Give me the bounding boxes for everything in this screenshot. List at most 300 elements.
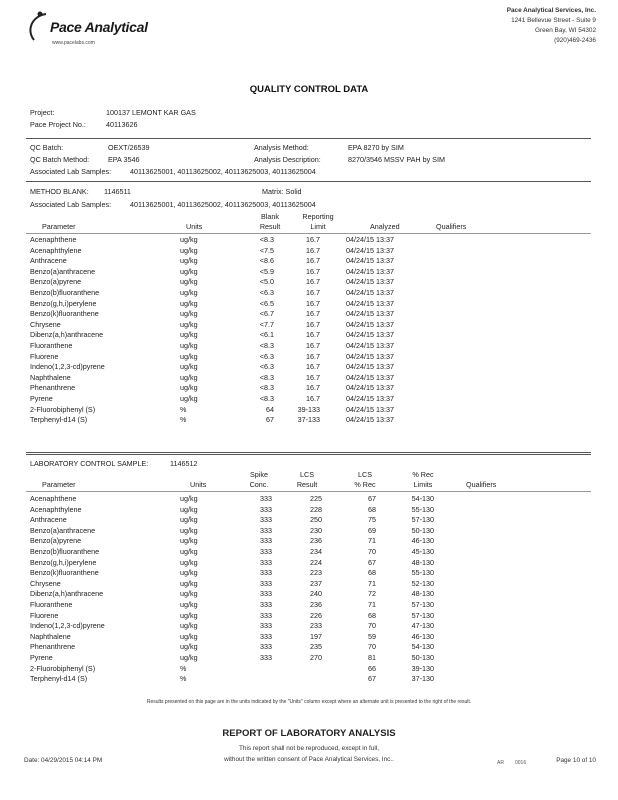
units-cell: ug/kg [180, 319, 198, 329]
blank-assoc-label: Associated Lab Samples: [30, 200, 112, 209]
qualifiers-cell [400, 299, 460, 310]
qualifiers-cell [400, 288, 460, 299]
analyzed-cell: 04/24/15 13:37 [346, 330, 394, 340]
spike-conc-cell: 333 [260, 642, 272, 652]
analysis-desc-label: Analysis Description: [254, 155, 321, 164]
blank-result-cell: <8.3 [259, 372, 274, 382]
col-units: Units [186, 222, 203, 231]
parameter-cell: Dibenz(a,h)anthracene [30, 330, 104, 340]
units-cell: ug/kg [180, 393, 198, 403]
divider [26, 452, 591, 453]
parameter-cell: Benzo(b)fluoranthene [30, 287, 100, 297]
rec-limits-cell: 50-130 [411, 652, 434, 662]
blank-result-cell: <8.3 [259, 235, 274, 244]
qc-batch-value: OEXT/26539 [108, 143, 150, 152]
rec-limits-cell: 45-130 [411, 546, 434, 556]
lcs-rec-cell: 59 [368, 631, 376, 641]
analyzed-cell: 04/24/15 13:37 [346, 287, 394, 297]
lcs-result-cell: 197 [310, 631, 322, 641]
spike-conc-cell: 333 [260, 599, 272, 609]
units-cell: ug/kg [180, 642, 198, 652]
qualifiers-cell [400, 394, 460, 405]
lcs-rec-cell: 67 [368, 674, 376, 684]
rec-limits-cell: 57-130 [411, 599, 434, 609]
analyzed-cell: 04/24/15 13:37 [346, 235, 394, 244]
lcs-result-cell: 230 [310, 525, 322, 535]
reproduce-notice-1: This report shall not be reproduced, except in full, [239, 745, 379, 752]
qualifiers-cell [400, 383, 460, 394]
rec-limits-cell: 57-130 [411, 515, 434, 525]
lcs-label: LABORATORY CONTROL SAMPLE: [30, 459, 149, 468]
qualifiers-cell [400, 309, 460, 320]
units-cell: ug/kg [180, 340, 198, 350]
parameter-cell: Acenaphthylene [30, 504, 82, 514]
parameter-cell: Naphthalene [30, 372, 71, 382]
analysis-method-value: EPA 8270 by SIM [348, 143, 404, 152]
table-row [30, 568, 494, 579]
col-blank-result: Blank Result [259, 212, 281, 231]
spike-conc-cell: 333 [260, 568, 272, 578]
lcs-rec-cell: 75 [368, 515, 376, 525]
lcs-result-cell [272, 674, 322, 685]
qualifiers-cell [434, 611, 494, 622]
units-cell: ug/kg [180, 372, 198, 382]
parameter-cell: Naphthalene [30, 631, 71, 641]
divider [26, 454, 591, 455]
lcs-result-cell: 226 [310, 610, 322, 620]
company-logo-text: Pace Analytical [50, 19, 148, 35]
spike-conc-cell: 333 [260, 589, 272, 599]
analyzed-cell: 04/24/15 13:37 [346, 256, 394, 266]
spike-conc-cell [228, 664, 272, 675]
parameter-cell: Benzo(a)anthracene [30, 266, 96, 276]
reporting-limit-cell: 16.7 [306, 287, 320, 297]
lcs-result-cell: 228 [310, 504, 322, 514]
lcs-result-cell: 225 [310, 494, 322, 503]
table-row [30, 267, 460, 278]
reporting-limit-cell: 16.7 [306, 330, 320, 340]
units-cell: ug/kg [180, 277, 198, 287]
analyzed-cell: 04/24/15 13:37 [346, 351, 394, 361]
parameter-cell: Phenanthrene [30, 642, 76, 652]
blank-result-cell: 64 [266, 404, 274, 414]
qualifiers-cell [434, 600, 494, 611]
table-row [30, 299, 460, 310]
parameter-cell: 2-Fluorobiphenyl (S) [30, 404, 96, 414]
lcs-rec-cell: 68 [368, 610, 376, 620]
table-row [30, 246, 460, 257]
parameter-cell: Pyrene [30, 393, 53, 403]
table-row [30, 288, 460, 299]
reproduce-notice-2: without the written consent of Pace Analytical Services, Inc.. [224, 756, 394, 763]
reporting-limit-cell: 16.7 [306, 235, 320, 244]
parameter-cell: Terphenyl-d14 (S) [30, 415, 88, 425]
parameter-cell: Anthracene [30, 256, 67, 266]
assoc-samples-label: Associated Lab Samples: [30, 167, 112, 176]
table-row [30, 320, 460, 331]
lcs-col-rec: LCS % Rec [354, 470, 376, 489]
table-row [30, 526, 494, 537]
reporting-limit-cell: 16.7 [306, 351, 320, 361]
lcs-result-cell: 235 [310, 642, 322, 652]
reporting-limit-cell: 16.7 [306, 393, 320, 403]
reporting-limit-cell: 16.7 [306, 319, 320, 329]
table-row [30, 674, 494, 685]
lcs-result-cell [272, 664, 322, 675]
rec-limits-cell: 55-130 [411, 568, 434, 578]
parameter-cell: Benzo(k)fluoranthene [30, 309, 99, 319]
analyzed-cell: 04/24/15 13:37 [346, 319, 394, 329]
lcs-table [30, 494, 494, 685]
lcs-rec-cell: 66 [368, 663, 376, 673]
units-cell: ug/kg [180, 362, 198, 372]
qualifiers-cell [434, 526, 494, 537]
table-row [30, 589, 494, 600]
qualifiers-cell [400, 320, 460, 331]
table-row [30, 642, 494, 653]
analyzed-cell: 04/24/15 13:37 [346, 266, 394, 276]
table-row [30, 515, 494, 526]
lcs-rec-cell: 70 [368, 642, 376, 652]
units-cell: % [180, 415, 187, 425]
table-row [30, 383, 460, 394]
rec-limits-cell: 39-130 [411, 663, 434, 673]
matrix-label: Matrix: Solid [262, 187, 302, 196]
spike-conc-cell: 333 [260, 546, 272, 556]
parameter-cell: Fluorene [30, 610, 59, 620]
col-analyzed: Analyzed [370, 222, 400, 231]
company-address: 1241 Bellevue Street - Suite 9 [511, 17, 596, 24]
units-cell: ug/kg [180, 235, 198, 244]
units-cell: % [180, 663, 187, 673]
analyzed-cell: 04/24/15 13:37 [346, 298, 394, 308]
lcs-col-qualifiers: Qualifiers [466, 480, 497, 489]
parameter-cell: Terphenyl-d14 (S) [30, 674, 88, 684]
units-cell: ug/kg [180, 298, 198, 308]
units-cell: ug/kg [180, 245, 198, 255]
units-cell: ug/kg [180, 610, 198, 620]
divider [26, 181, 591, 182]
divider [26, 138, 591, 139]
project-label: Project: [30, 108, 55, 117]
units-cell: % [180, 404, 187, 414]
qualifiers-cell [434, 505, 494, 516]
qualifiers-cell [434, 664, 494, 675]
rec-limits-cell: 37-130 [411, 674, 434, 684]
spike-conc-cell: 333 [260, 621, 272, 631]
blank-result-cell: <8.6 [259, 256, 274, 266]
lcs-rec-cell: 81 [368, 652, 376, 662]
qualifiers-cell [400, 362, 460, 373]
lcs-col-units: Units [190, 480, 207, 489]
units-cell: ug/kg [180, 383, 198, 393]
rec-limits-cell: 54-130 [411, 494, 434, 503]
qualifiers-cell [434, 558, 494, 569]
qc-batch-label: QC Batch: [30, 143, 64, 152]
col-qualifiers: Qualifiers [436, 222, 467, 231]
header-underline [26, 233, 591, 234]
lcs-rec-cell: 67 [368, 557, 376, 567]
pace-project-value: 40113626 [106, 120, 138, 129]
parameter-cell: Acenaphthene [30, 494, 77, 503]
reporting-limit-cell: 16.7 [306, 256, 320, 266]
spike-conc-cell: 333 [260, 578, 272, 588]
rec-limits-cell: 50-130 [411, 525, 434, 535]
table-row [30, 611, 494, 622]
parameter-cell: Pyrene [30, 652, 53, 662]
lcs-result-cell: 250 [310, 515, 322, 525]
spike-conc-cell: 333 [260, 504, 272, 514]
page-number: Page 10 of 10 [556, 757, 596, 764]
analyzed-cell: 04/24/15 13:37 [346, 393, 394, 403]
units-cell: ug/kg [180, 287, 198, 297]
analysis-desc-value: 8270/3546 MSSV PAH by SIM [348, 155, 445, 164]
header-underline [26, 491, 591, 492]
parameter-cell: Fluoranthene [30, 340, 73, 350]
reporting-limit-cell: 16.7 [306, 340, 320, 350]
lcs-result-cell: 233 [310, 621, 322, 631]
qualifiers-cell [434, 632, 494, 643]
lcs-rec-cell: 70 [368, 546, 376, 556]
table-row [30, 405, 460, 416]
rec-limits-cell: 46-130 [411, 536, 434, 546]
units-cell: ug/kg [180, 494, 198, 503]
spike-conc-cell: 333 [260, 525, 272, 535]
reporting-limit-cell: 16.7 [306, 277, 320, 287]
qualifiers-cell [400, 256, 460, 267]
method-blank-table [30, 235, 460, 426]
spike-conc-cell: 333 [260, 652, 272, 662]
blank-result-cell: <7.7 [259, 319, 274, 329]
rec-limits-cell: 52-130 [411, 578, 434, 588]
table-row [30, 256, 460, 267]
blank-result-cell: <8.3 [259, 340, 274, 350]
parameter-cell: Benzo(a)pyrene [30, 536, 82, 546]
reporting-limit-cell: 16.7 [306, 362, 320, 372]
table-row [30, 394, 460, 405]
lcs-col-parameter: Parameter [42, 480, 76, 489]
table-row [30, 547, 494, 558]
units-cell: ug/kg [180, 330, 198, 340]
table-row [30, 536, 494, 547]
analyzed-cell: 04/24/15 13:37 [346, 277, 394, 287]
units-cell: ug/kg [180, 525, 198, 535]
blank-result-cell: <8.3 [259, 383, 274, 393]
reporting-limit-cell: 16.7 [306, 372, 320, 382]
units-cell: % [180, 674, 187, 684]
lcs-result-cell: 236 [310, 536, 322, 546]
page-code: 0016 [515, 760, 527, 766]
analyzed-cell: 04/24/15 13:37 [346, 372, 394, 382]
units-cell: ug/kg [180, 536, 198, 546]
report-date: Date: 04/29/2015 04:14 PM [24, 757, 103, 764]
table-row [30, 664, 494, 675]
company-name: Pace Analytical Services, Inc. [506, 7, 596, 14]
lcs-result-cell: 270 [310, 652, 322, 662]
spike-conc-cell: 333 [260, 557, 272, 567]
table-row [30, 362, 460, 373]
qualifiers-cell [434, 515, 494, 526]
lcs-rec-cell: 68 [368, 504, 376, 514]
project-value: 100137 LEMONT KAR GAS [106, 108, 196, 117]
lcs-rec-cell: 68 [368, 568, 376, 578]
units-cell: ug/kg [180, 515, 198, 525]
rec-limits-cell: 55-130 [411, 504, 434, 514]
qualifiers-cell [434, 547, 494, 558]
qualifiers-cell [434, 642, 494, 653]
rec-limits-cell: 48-130 [411, 557, 434, 567]
blank-result-cell: <6.1 [259, 330, 274, 340]
report-title: REPORT OF LABORATORY ANALYSIS [222, 728, 396, 739]
rec-limits-cell: 54-130 [411, 642, 434, 652]
qualifiers-cell [400, 341, 460, 352]
company-website: www.pacelabs.com [52, 40, 95, 46]
table-row [30, 632, 494, 643]
lcs-rec-cell: 67 [368, 494, 376, 503]
lcs-rec-cell: 71 [368, 599, 376, 609]
blank-result-cell: <6.5 [259, 298, 274, 308]
qualifiers-cell [400, 405, 460, 416]
table-row [30, 341, 460, 352]
parameter-cell: Chrysene [30, 319, 61, 329]
units-cell: ug/kg [180, 631, 198, 641]
parameter-cell: Acenaphthene [30, 235, 77, 244]
qualifiers-cell [400, 330, 460, 341]
assoc-samples-value: 40113625001, 40113625002, 40113625003, 40113625004 [130, 167, 316, 176]
table-row [30, 235, 460, 246]
blank-result-cell: <6.3 [259, 287, 274, 297]
qualifiers-cell [434, 536, 494, 547]
parameter-cell: Benzo(a)anthracene [30, 525, 96, 535]
lcs-rec-cell: 69 [368, 525, 376, 535]
table-row [30, 277, 460, 288]
qualifiers-cell [400, 415, 460, 426]
parameter-cell: Anthracene [30, 515, 67, 525]
qc-method-value: EPA 3546 [108, 155, 140, 164]
lcs-rec-cell: 71 [368, 578, 376, 588]
units-cell: ug/kg [180, 546, 198, 556]
blank-result-cell: <7.5 [259, 245, 274, 255]
qualifiers-cell [400, 246, 460, 257]
lcs-col-result: LCS Result [296, 470, 318, 489]
lcs-result-cell: 234 [310, 546, 322, 556]
reporting-limit-cell: 16.7 [306, 309, 320, 319]
parameter-cell: Benzo(g,h,i)perylene [30, 298, 97, 308]
spike-conc-cell: 333 [260, 494, 272, 503]
parameter-cell: Benzo(a)pyrene [30, 277, 82, 287]
analyzed-cell: 04/24/15 13:37 [346, 245, 394, 255]
analysis-method-label: Analysis Method: [254, 143, 309, 152]
method-blank-label: METHOD BLANK: [30, 187, 89, 196]
units-cell: ug/kg [180, 256, 198, 266]
qualifiers-cell [434, 621, 494, 632]
qualifiers-cell [434, 674, 494, 685]
units-cell: ug/kg [180, 652, 198, 662]
analyzed-cell: 04/24/15 13:37 [346, 340, 394, 350]
lcs-result-cell: 240 [310, 589, 322, 599]
spike-conc-cell: 333 [260, 536, 272, 546]
blank-result-cell: <6.3 [259, 362, 274, 372]
reporting-limit-cell: 16.7 [306, 383, 320, 393]
qualifiers-cell [400, 235, 460, 246]
qualifiers-cell [434, 494, 494, 505]
lcs-result-cell: 223 [310, 568, 322, 578]
table-row [30, 373, 460, 384]
qualifiers-cell [434, 589, 494, 600]
lcs-result-cell: 224 [310, 557, 322, 567]
qualifiers-cell [434, 579, 494, 590]
reporting-limit-cell: 16.7 [306, 245, 320, 255]
method-blank-id: 1146511 [104, 187, 131, 196]
blank-result-cell: 67 [266, 415, 274, 425]
table-row [30, 558, 494, 569]
parameter-cell: 2-Fluorobiphenyl (S) [30, 663, 96, 673]
qualifiers-cell [434, 568, 494, 579]
units-cell: ug/kg [180, 266, 198, 276]
spike-conc-cell: 333 [260, 610, 272, 620]
qualifiers-cell [400, 277, 460, 288]
analyzed-cell: 04/24/15 13:37 [346, 404, 394, 414]
table-row [30, 653, 494, 664]
spike-conc-cell [228, 674, 272, 685]
units-cell: ug/kg [180, 557, 198, 567]
table-row [30, 352, 460, 363]
qc-method-label: QC Batch Method: [30, 155, 90, 164]
spike-conc-cell: 333 [260, 515, 272, 525]
qualifiers-cell [400, 267, 460, 278]
table-row [30, 579, 494, 590]
lcs-col-limits: % Rec Limits [412, 470, 434, 489]
table-row [30, 600, 494, 611]
lcs-col-spike: Spike Conc. [249, 470, 269, 489]
lcs-id: 1146512 [170, 459, 198, 468]
company-city: Green Bay, WI 54302 [535, 27, 596, 34]
parameter-cell: Fluorene [30, 351, 59, 361]
table-row [30, 494, 494, 505]
lcs-rec-cell: 71 [368, 536, 376, 546]
units-cell: ug/kg [180, 621, 198, 631]
table-row [30, 621, 494, 632]
blank-result-cell: <5.9 [259, 266, 274, 276]
units-cell: ug/kg [180, 351, 198, 361]
table-row [30, 309, 460, 320]
spike-conc-cell: 333 [260, 631, 272, 641]
company-phone: (920)469-2436 [554, 37, 596, 44]
units-cell: ug/kg [180, 568, 198, 578]
parameter-cell: Fluoranthene [30, 599, 73, 609]
pace-project-label: Pace Project No.: [30, 120, 86, 129]
blank-result-cell: <8.3 [259, 393, 274, 403]
qualifiers-cell [400, 352, 460, 363]
lcs-rec-cell: 70 [368, 621, 376, 631]
rec-limits-cell: 57-130 [411, 610, 434, 620]
page-title: QUALITY CONTROL DATA [249, 84, 369, 95]
parameter-cell: Acenaphthylene [30, 245, 82, 255]
units-cell: ug/kg [180, 309, 198, 319]
table-row [30, 415, 460, 426]
analyzed-cell: 04/24/15 13:37 [346, 362, 394, 372]
reporting-limit-cell: 39-133 [297, 404, 320, 414]
units-cell: ug/kg [180, 589, 198, 599]
rec-limits-cell: 46-130 [411, 631, 434, 641]
col-parameter: Parameter [42, 222, 76, 231]
reporting-limit-cell: 37-133 [297, 415, 320, 425]
units-cell: ug/kg [180, 504, 198, 514]
analyzed-cell: 04/24/15 13:37 [346, 309, 394, 319]
parameter-cell: Indeno(1,2,3-cd)pyrene [30, 362, 105, 372]
reporting-limit-cell: 16.7 [306, 298, 320, 308]
parameter-cell: Benzo(k)fluoranthene [30, 568, 99, 578]
